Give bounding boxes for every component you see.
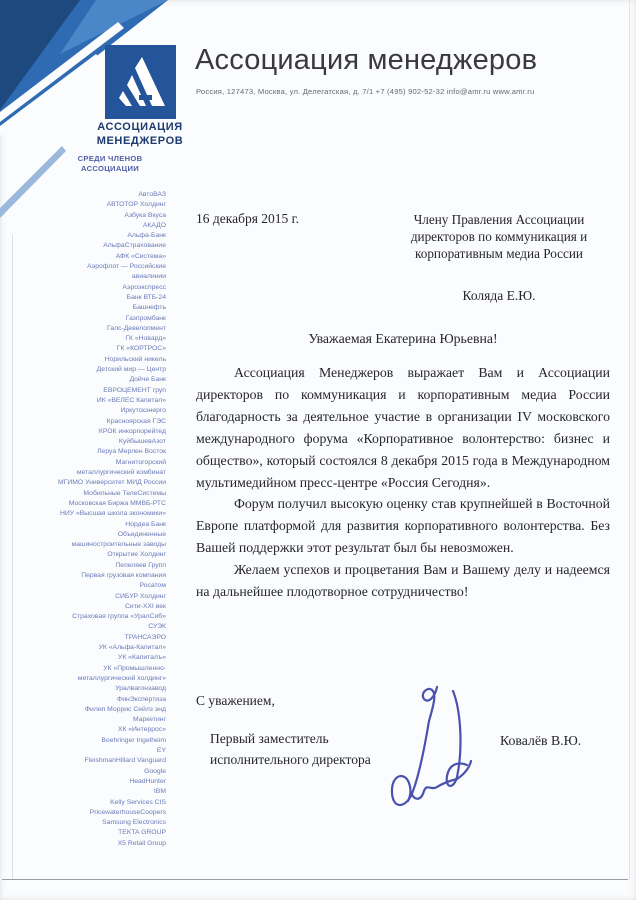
member-item: УК «Промышленно-металлургический холдинг» [77, 664, 166, 682]
letterhead-address: Россия, 127473, Москва, ул. Делегатская, д. 7/1 +7 (495) 902-52-32 info@amr.ru www.amr.ru [196, 87, 535, 96]
member-item: Московская Биржа ММВБ-РТС [68, 499, 166, 507]
member-item: Филип Моррис Сейлз энд Маркетинг [84, 705, 166, 724]
recipient-line3: корпоративным медиа России [415, 246, 583, 261]
closing-line: С уважением, [196, 693, 275, 708]
member-item: ИК «ВЕЛЕС Капитал» [96, 396, 166, 404]
scan-left-edge-line [12, 235, 13, 879]
signer-name: Ковалёв В.Ю. [500, 733, 582, 748]
member-item: Башнефть [132, 304, 166, 312]
member-item: Детский мир — Центр [96, 366, 166, 374]
member-item: Альфа-Банк [127, 232, 166, 240]
member-item: Нордеа Банк [125, 520, 166, 528]
member-item: НИУ «Высшая школа экономики» [59, 510, 166, 518]
member-item: Kelly Services CIS [110, 798, 166, 806]
member-item: АльфаСтрахование [103, 242, 166, 250]
handwritten-signature [383, 676, 493, 828]
member-item: МГИМО Университет МИД России [58, 479, 166, 487]
member-item: Росатом [139, 582, 166, 590]
member-item: Открытие Холдинг [107, 551, 166, 559]
member-item: TEKTA GROUP [118, 829, 166, 837]
member-item: АКАДО [142, 221, 166, 229]
member-item: ЕВРОЦЕМЕНТ груп [103, 386, 166, 394]
member-item: СИБУР Холдинг [115, 592, 166, 600]
signer-title-line1: Первый заместитель [210, 731, 329, 746]
member-item: ХК «Интеррос» [117, 726, 166, 734]
member-item: Объединенные машиностроительные заводы [71, 530, 166, 549]
paragraph-2: Форум получил высокую оценку став крупнейшей в Восточной Европе платформой для развития корпоративного волонтерства. Без Вашей поддержки этот результат был бы невозможен. [196, 496, 610, 556]
letter-paragraphs [196, 362, 610, 603]
member-item: Норильский никель [104, 355, 166, 363]
member-item: ГК «Новард» [125, 335, 166, 343]
scan-right-edge-line [629, 0, 630, 880]
member-item: PricewaterhouseCoopers [89, 808, 166, 816]
member-item: Первая грузовая компания [81, 571, 166, 579]
member-item: Галс-Девелопмент [106, 324, 166, 332]
recipient-block [385, 211, 613, 304]
member-item: IBM [153, 788, 166, 796]
member-item: СУЭК [148, 623, 166, 631]
member-item: Google [144, 767, 166, 775]
signer-title-line2: исполнительного директора [210, 752, 371, 767]
association-logo-icon [105, 45, 176, 119]
member-item: Банк ВТБ-24 [126, 293, 166, 301]
member-item: Сити-XXI век [124, 602, 166, 610]
sidebar-heading-line2: АССОЦИАЦИИ [81, 164, 139, 173]
member-item: FleishmanHillard Vanguard [84, 757, 166, 765]
letter-date: 16 декабря 2015 г. [196, 211, 300, 226]
member-list [58, 190, 166, 849]
member-item: Страховая группа «УралСиб» [72, 613, 166, 621]
member-item: Магнитогорский металлургический комбинат [76, 458, 166, 477]
member-item: HeadHunter [129, 777, 166, 785]
paragraph-1: Ассоциация Менеджеров выражает Вам и Ассоциации директоров по коммуникация и корпоративным медиа России благодарность за деятельное участие в организации IV московского международного форума «Корпоративное волонтерство: бизнес и общество», который состоялся 8 декабря 2015 года в Международном мультимедийном пресс-центре «Россия Сегодня». [196, 365, 610, 490]
member-item: ГК «КОРТРОС» [116, 345, 166, 353]
member-item: Аэроэкспресс [122, 283, 166, 291]
member-item: КуйбышевАзот [118, 438, 166, 446]
letterhead-title: Ассоциация менеджеров [195, 44, 538, 76]
member-item: Уралвагонзавод [115, 685, 166, 693]
member-item: Газпромбанк [125, 314, 166, 322]
member-item: АвтоВАЗ [138, 191, 166, 198]
sidebar-heading [45, 154, 175, 174]
member-item: Boehringer Ingelheim [101, 736, 166, 744]
logo-caption-line1: АССОЦИАЦИЯ [97, 121, 183, 133]
member-item: Мобильные ТелеСистемы [83, 489, 166, 497]
scan-bottom-edge-line [2, 879, 628, 880]
member-item: ТРАНСАЭРО [124, 633, 166, 641]
member-item: EY [156, 747, 166, 755]
member-item: Иркутскэнерго [120, 407, 166, 415]
recipient-line1: Члену Правления Ассоциации [413, 212, 585, 227]
member-item: Леруа Мерлен Восток [97, 448, 166, 456]
member-item: УК «Альфа-Капитал» [98, 644, 166, 652]
sidebar-heading-line1: СРЕДИ ЧЛЕНОВ [77, 154, 143, 163]
member-item: АВТОТОР Холдинг [106, 201, 166, 209]
paragraph-3: Желаем успехов и процветания Вам и Вашему делу и надеемся на дальнейшее плодотворное сотрудничество! [196, 562, 610, 600]
member-item: Пепеляев Групп [115, 561, 166, 569]
member-item: Samsung Electronics [102, 819, 166, 827]
member-item: УК «Капиталъ» [118, 654, 166, 662]
member-item: Аэрофлот — Российские авиалинии [87, 263, 166, 281]
member-item: Азбука Вкуса [124, 211, 166, 219]
member-item: ФинЭкспертиза [117, 695, 166, 703]
recipient-name: Коляда Е.Ю. [462, 288, 536, 303]
logo-caption [68, 121, 212, 148]
member-item: Дойче Банк [129, 376, 166, 384]
member-item: КРОК инкорпорейтед [98, 427, 166, 435]
member-item: X5 Retail Group [117, 839, 166, 847]
member-item: Красноярская ГЭС [106, 417, 166, 425]
salutation: Уважаемая Екатерина Юрьевна! [308, 331, 498, 346]
member-item: АФК «Система» [115, 252, 166, 260]
logo-caption-line2: МЕНЕДЖЕРОВ [96, 134, 184, 147]
recipient-line2: директоров по коммуникация и [410, 229, 588, 244]
